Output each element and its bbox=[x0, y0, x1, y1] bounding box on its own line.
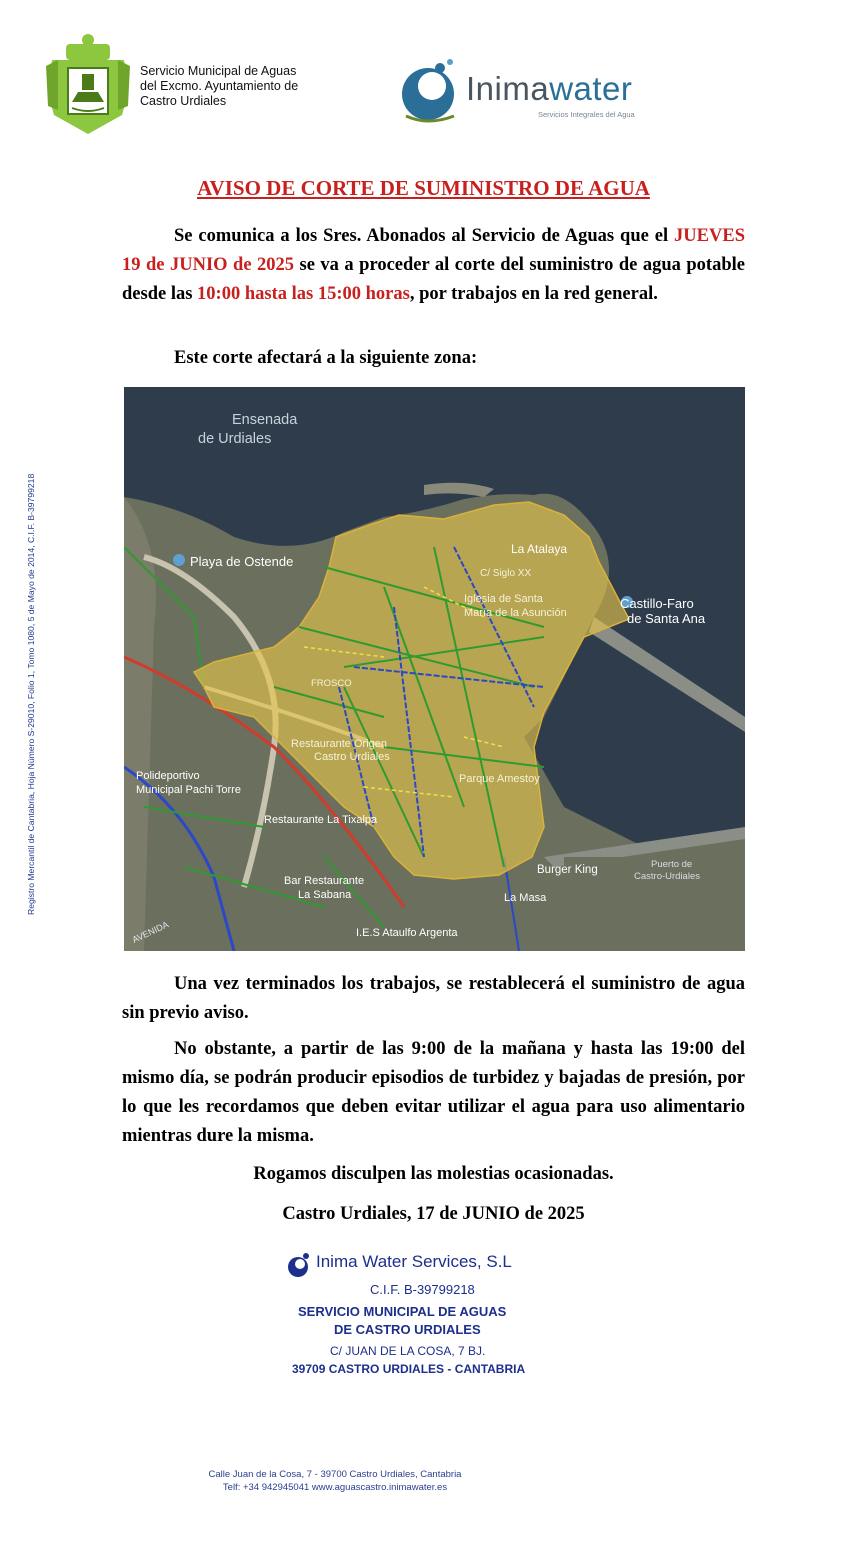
org-line: Servicio Municipal de Aguas bbox=[140, 64, 297, 78]
company-stamp bbox=[278, 1246, 548, 1386]
map-label-ies: I.E.S Ataulfo Argenta bbox=[356, 927, 458, 939]
map-label-atalaya: La Atalaya bbox=[511, 542, 568, 556]
municipal-coat-of-arms-logo bbox=[42, 30, 134, 138]
date-highlight: JUEVES 19 de JUNIO de 2025 bbox=[122, 226, 745, 275]
map-label-sabana: Bar Restaurante bbox=[284, 875, 365, 887]
logo-wordmark: Inimawater bbox=[466, 70, 633, 107]
map-label-masa: La Masa bbox=[504, 892, 547, 904]
map-label-castillo: de Santa Ana bbox=[627, 611, 706, 626]
footer bbox=[150, 1468, 520, 1494]
map-label-sabana: La Sabana bbox=[298, 889, 352, 901]
map-label-iglesia: Iglesia de Santa bbox=[464, 593, 543, 605]
footer-contact: Telf: +34 942945041 www.aguascastro.inimawater.es bbox=[222, 1482, 448, 1493]
notice-title: AVISO DE CORTE DE SUMINISTRO DE AGUA bbox=[197, 176, 650, 200]
footer-address: Calle Juan de la Cosa, 7 - 39700 Castro Urdiales, Cantabria bbox=[208, 1469, 462, 1480]
map-label-bay: de Urdiales bbox=[198, 431, 272, 447]
map-label-iglesia: María de la Asunción bbox=[464, 607, 567, 619]
stamp-address: C/ JUAN DE LA COSA, 7 BJ. bbox=[330, 1344, 486, 1358]
map-label-puerto: Castro-Urdiales bbox=[634, 871, 700, 882]
map-label-frosco: FROSCO bbox=[311, 678, 352, 689]
signed-date: Castro Urdiales, 17 de JUNIO de 2025 bbox=[282, 1204, 585, 1224]
affected-zone-map bbox=[124, 387, 745, 951]
map-label-siglo: C/ Siglo XX bbox=[480, 568, 532, 579]
stamp-city: 39709 CASTRO URDIALES - CANTABRIA bbox=[292, 1362, 526, 1376]
map-label-castillo: Castillo-Faro bbox=[620, 596, 694, 611]
beach-pin-icon bbox=[173, 554, 185, 566]
time-highlight: 10:00 hasta las 15:00 horas bbox=[197, 284, 410, 304]
zone-intro: Este corte afectará a la siguiente zona: bbox=[174, 348, 478, 368]
stamp-company: Inima Water Services, S.L bbox=[316, 1252, 512, 1271]
apology-line: Rogamos disculpen las molestias ocasionadas. bbox=[253, 1164, 614, 1184]
map-label-parque: Parque Amestoy bbox=[459, 773, 540, 785]
warning-paragraph: No obstante, a partir de las 9:00 de la mañana y hasta las 19:00 del mismo día, se podrán producir episodios de turbidez y bajadas de presión, por lo que les recordamos que deben evitar utilizar el agua para uso alimentario mientras dure la misma. bbox=[122, 1039, 745, 1146]
map-label-avenida: AVENIDA bbox=[130, 919, 171, 945]
water-drop-icon bbox=[398, 56, 464, 126]
map-label-puerto: Puerto de bbox=[651, 859, 693, 870]
stamp-cif: C.I.F. B-39799218 bbox=[370, 1282, 475, 1297]
water-drop-icon bbox=[286, 1252, 312, 1278]
stamp-line: DE CASTRO URDIALES bbox=[334, 1322, 481, 1337]
map-label-bay: Ensenada bbox=[232, 412, 298, 428]
logo-tagline: Servicios Integrales del Agua bbox=[538, 110, 635, 119]
inimawater-logo bbox=[398, 56, 668, 126]
org-line: Castro Urdiales bbox=[140, 94, 227, 108]
map-label-playa: Playa de Ostende bbox=[190, 554, 294, 569]
org-line: del Excmo. Ayuntamiento de bbox=[140, 79, 299, 93]
registry-side-text: Registro Mercantil de Cantabria, Hoja Número S-29010, Folio 1, Tomo 1080, 5 de Mayo de 2014, C.I.F. B-39799218 bbox=[26, 473, 36, 915]
map-label-polideportivo: Municipal Pachi Torre bbox=[136, 784, 241, 796]
intro-paragraph: Se comunica a los Sres. Abonados al Servicio de Aguas que el JUEVES 19 de JUNIO de 2025 se va a proceder al corte del suministro de agua potable desde las 10:00 hasta las 15:00 horas, por trabajos en la red general. bbox=[122, 226, 745, 304]
restore-paragraph: Una vez terminados los trabajos, se restablecerá el suministro de agua sin previo aviso. bbox=[122, 974, 745, 1023]
map-label-polideportivo: Polideportivo bbox=[136, 770, 200, 782]
map-label-burger: Burger King bbox=[537, 864, 598, 876]
map-label-restaurant: Restaurante Origen bbox=[291, 738, 387, 750]
map-label-restaurant: Castro Urdiales bbox=[314, 751, 390, 763]
map-label-tixalpa: Restaurante La Tixalpa bbox=[264, 814, 378, 826]
stamp-line: SERVICIO MUNICIPAL DE AGUAS bbox=[298, 1304, 507, 1319]
municipal-service-name bbox=[140, 64, 298, 109]
